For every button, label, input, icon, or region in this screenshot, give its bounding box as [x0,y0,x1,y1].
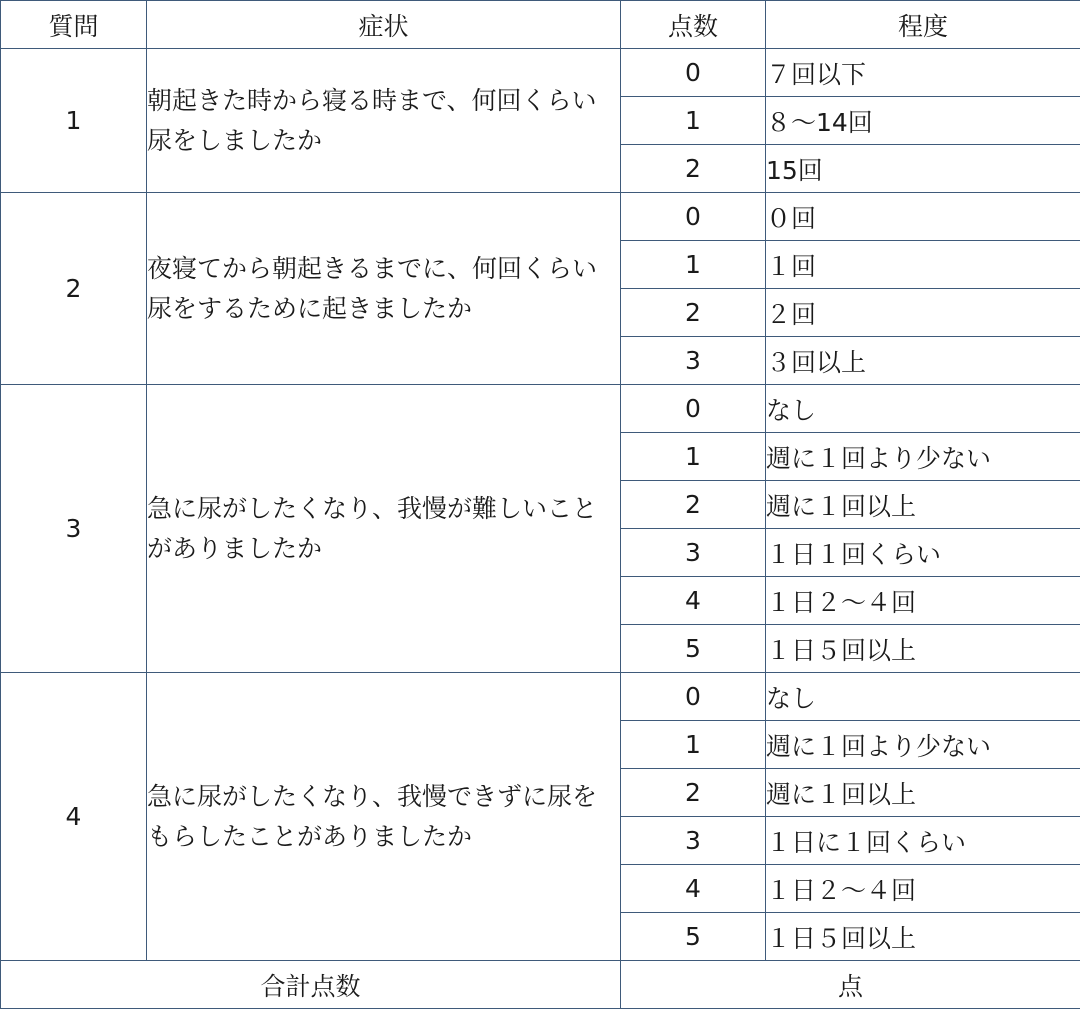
option-degree: １日に１回くらい [766,817,1080,865]
option-score: 3 [621,337,766,385]
question-number: 1 [1,49,147,193]
question-symptom: 急に尿がしたくなり、我慢できずに尿をもらしたことがありましたか [147,673,621,961]
header-score: 点数 [621,1,766,49]
option-score: 5 [621,913,766,961]
option-degree: １日２～４回 [766,577,1080,625]
option-score: 0 [621,49,766,97]
option-degree: 週に１回以上 [766,769,1080,817]
question-number: 4 [1,673,147,961]
header-symptom: 症状 [147,1,621,49]
question-symptom: 朝起きた時から寝る時まで、何回くらい尿をしましたか [147,49,621,193]
question-symptom: 夜寝てから朝起きるまでに、何回くらい尿をするために起きましたか [147,193,621,385]
option-score: 4 [621,865,766,913]
header-question: 質問 [1,1,147,49]
option-degree: ８～14回 [766,97,1080,145]
option-degree: 週に１回より少ない [766,721,1080,769]
option-degree: 週に１回以上 [766,481,1080,529]
total-score-unit: 点 [621,961,1080,1009]
option-score: 2 [621,481,766,529]
option-score: 5 [621,625,766,673]
total-score-label: 合計点数 [1,961,621,1009]
option-score: 3 [621,529,766,577]
option-score: 4 [621,577,766,625]
question-number: 2 [1,193,147,385]
table-row [1,673,1080,721]
question-number: 3 [1,385,147,673]
option-score: 1 [621,241,766,289]
option-degree: 週に１回より少ない [766,433,1080,481]
option-score: 1 [621,97,766,145]
option-degree: １日５回以上 [766,913,1080,961]
option-score: 2 [621,289,766,337]
option-score: 0 [621,673,766,721]
header-row [1,1,1080,49]
option-score: 1 [621,721,766,769]
option-degree: １回 [766,241,1080,289]
option-degree: なし [766,385,1080,433]
option-degree: １日２～４回 [766,865,1080,913]
option-score: 3 [621,817,766,865]
option-score: 1 [621,433,766,481]
table-row [1,49,1080,97]
option-degree: ０回 [766,193,1080,241]
option-degree: なし [766,673,1080,721]
header-degree: 程度 [766,1,1080,49]
option-score: 0 [621,193,766,241]
option-degree: １日５回以上 [766,625,1080,673]
option-degree: １日１回くらい [766,529,1080,577]
question-symptom: 急に尿がしたくなり、我慢が難しいことがありましたか [147,385,621,673]
option-score: 0 [621,385,766,433]
option-score: 2 [621,145,766,193]
option-degree: ３回以上 [766,337,1080,385]
total-row [1,961,1080,1009]
option-degree: 15回 [766,145,1080,193]
table-row [1,193,1080,241]
option-degree: ７回以下 [766,49,1080,97]
option-degree: ２回 [766,289,1080,337]
option-score: 2 [621,769,766,817]
table-row [1,385,1080,433]
